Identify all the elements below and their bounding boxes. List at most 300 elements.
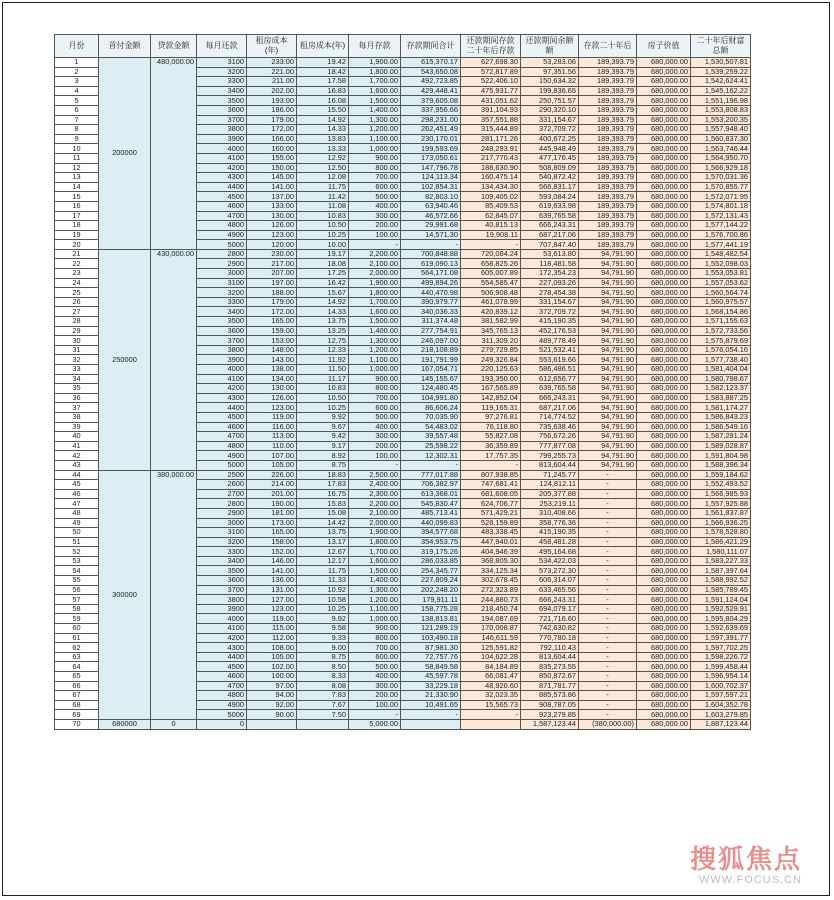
rent-year-cell: 130.00 (247, 384, 297, 394)
period-cell: 26 (55, 297, 99, 307)
rent-month-cell: 18.08 (297, 259, 349, 269)
deposit-after-cell: 66,081.47 (461, 672, 521, 682)
wealth-total-cell: 1,583,887.25 (691, 393, 751, 403)
monthly-saving-cell: 2,100.00 (349, 508, 401, 518)
deposit-after-cell: 109,405.02 (461, 192, 521, 202)
rent-year-cell: 100.00 (247, 672, 297, 682)
balance-cell: 586,486.51 (521, 365, 579, 375)
deposit-20y-cell: - (579, 470, 637, 480)
house-value-cell: 680,000.00 (637, 240, 691, 250)
wealth-total-cell: 1,539,259.22 (691, 67, 751, 77)
balance-cell: 53,613.80 (521, 249, 579, 259)
house-value-cell: 680,000.00 (637, 691, 691, 701)
deposit-after-cell: 391,104.93 (461, 105, 521, 115)
monthly-payment-cell: 4300 (197, 173, 247, 183)
rent-month-cell: 9.00 (297, 643, 349, 653)
saving-total-cell: 124,480.45 (401, 384, 461, 394)
saving-total-cell: 619,090.13 (401, 259, 461, 269)
wealth-total-cell: 1,587,397.64 (691, 566, 751, 576)
balance-cell: 923,279.85 (521, 710, 579, 720)
wealth-total-cell: 1,548,482.54 (691, 249, 751, 259)
balance-cell: 619,633.98 (521, 201, 579, 211)
watermark (690, 839, 802, 886)
monthly-saving-cell: 800.00 (349, 384, 401, 394)
balance-cell: 687,217.06 (521, 230, 579, 240)
rent-year-cell: 141.00 (247, 182, 297, 192)
deposit-20y-cell: 94,791.90 (579, 326, 637, 336)
balance-cell: 250,751.57 (521, 96, 579, 106)
monthly-payment-cell: 2600 (197, 480, 247, 490)
house-value-cell: 680,000.00 (637, 115, 691, 125)
period-cell: 12 (55, 163, 99, 173)
deposit-20y-cell: - (579, 633, 637, 643)
rent-month-cell: 12.33 (297, 345, 349, 355)
monthly-saving-cell: 2,500.00 (349, 470, 401, 480)
rent-year-cell: 92.00 (247, 700, 297, 710)
monthly-payment-cell: 4600 (197, 201, 247, 211)
spreadsheet-table (54, 34, 751, 730)
saving-total-cell: 277,754.91 (401, 326, 461, 336)
period-cell: 15 (55, 192, 99, 202)
saving-total-cell: 124,113.34 (401, 173, 461, 183)
rent-year-cell: 123.00 (247, 230, 297, 240)
down-payment-cell: 680000 (99, 719, 151, 729)
deposit-20y-cell: 189,393.79 (579, 125, 637, 135)
table-row-last (55, 719, 751, 729)
rent-month-cell: 16.08 (297, 96, 349, 106)
rent-year-cell: 133.00 (247, 201, 297, 211)
monthly-payment-cell: 4500 (197, 192, 247, 202)
saving-total-cell: 492,723.85 (401, 77, 461, 87)
period-cell: 2 (55, 67, 99, 77)
deposit-after-cell: 160,475.14 (461, 173, 521, 183)
wealth-total-cell: 1,581,174.27 (691, 403, 751, 413)
monthly-saving-cell: 2,000.00 (349, 269, 401, 279)
monthly-saving-cell: 1,500.00 (349, 317, 401, 327)
monthly-payment-cell: 3200 (197, 288, 247, 298)
wealth-total-cell: 1,887,123.44 (691, 719, 751, 729)
monthly-saving-cell: 900.00 (349, 624, 401, 634)
monthly-payment-cell: 4600 (197, 672, 247, 682)
monthly-saving-cell: 2,300.00 (349, 489, 401, 499)
monthly-payment-cell: 4400 (197, 652, 247, 662)
rent-year-cell: 217.00 (247, 259, 297, 269)
saving-total-cell: 298,231.00 (401, 115, 461, 125)
monthly-payment-cell: 4100 (197, 624, 247, 634)
deposit-20y-cell: 94,791.90 (579, 278, 637, 288)
monthly-payment-cell: 3100 (197, 278, 247, 288)
saving-total-cell: 354,953.75 (401, 537, 461, 547)
wealth-total-cell: 1,571,155.63 (691, 317, 751, 327)
house-value-cell: 680,000.00 (637, 249, 691, 259)
deposit-after-cell: 62,845.07 (461, 211, 521, 221)
monthly-payment-cell: 4400 (197, 182, 247, 192)
deposit-after-cell: 475,931.77 (461, 86, 521, 96)
rent-year-cell: 102.00 (247, 662, 297, 672)
deposit-after-cell: 248,293.91 (461, 144, 521, 154)
balance-cell: 521,532.41 (521, 345, 579, 355)
deposit-after-cell: 627,698.30 (461, 58, 521, 68)
wealth-total-cell: 1,576,054.16 (691, 345, 751, 355)
deposit-20y-cell: 189,393.79 (579, 163, 637, 173)
period-cell: 10 (55, 144, 99, 154)
rent-month-cell: 11.50 (297, 365, 349, 375)
deposit-20y-cell: 189,393.79 (579, 105, 637, 115)
period-cell: 57 (55, 595, 99, 605)
rent-month-cell: 16.83 (297, 86, 349, 96)
wealth-total-cell: 1,600,702.37 (691, 681, 751, 691)
loan-amount-cell: 430,000.00 (151, 249, 197, 470)
header-cell: 月份 (55, 35, 99, 58)
deposit-20y-cell: 94,791.90 (579, 297, 637, 307)
balance-cell: 400,672.25 (521, 134, 579, 144)
balance-cell: 331,154.67 (521, 115, 579, 125)
rent-year-cell: 155.00 (247, 153, 297, 163)
deposit-20y-cell: - (579, 537, 637, 547)
wealth-total-cell: 1,572,071.95 (691, 192, 751, 202)
house-value-cell: 680,000.00 (637, 633, 691, 643)
balance-cell: 799,255.73 (521, 451, 579, 461)
monthly-payment-cell: 3500 (197, 566, 247, 576)
house-value-cell: 680,000.00 (637, 77, 691, 87)
wealth-total-cell: 1,572,733.56 (691, 326, 751, 336)
wealth-total-cell: 1,574,801.18 (691, 201, 751, 211)
house-value-cell: 680,000.00 (637, 278, 691, 288)
monthly-saving-cell: 1,000.00 (349, 144, 401, 154)
saving-total-cell: 10,491.65 (401, 700, 461, 710)
house-value-cell: 680,000.00 (637, 365, 691, 375)
saving-total-cell: 543,650.08 (401, 67, 461, 77)
saving-total-cell: 14,571.30 (401, 230, 461, 240)
rent-year-cell: 131.00 (247, 585, 297, 595)
deposit-after-cell: 506,908.48 (461, 288, 521, 298)
saving-total-cell: 545,830.47 (401, 499, 461, 509)
saving-total-cell: 104,991.80 (401, 393, 461, 403)
saving-total-cell: 54,483.02 (401, 422, 461, 432)
period-cell: 29 (55, 326, 99, 336)
balance-cell: 687,217.06 (521, 403, 579, 413)
house-value-cell: 680,000.00 (637, 528, 691, 538)
rent-year-cell: 186.00 (247, 105, 297, 115)
monthly-payment-cell: 4100 (197, 374, 247, 384)
deposit-20y-cell: 189,393.79 (579, 58, 637, 68)
monthly-payment-cell: 3700 (197, 585, 247, 595)
deposit-after-cell: 104,622.28 (461, 652, 521, 662)
balance-cell: 358,776.36 (521, 518, 579, 528)
house-value-cell: 680,000.00 (637, 105, 691, 115)
house-value-cell: 680,000.00 (637, 230, 691, 240)
rent-year-cell: 197.00 (247, 278, 297, 288)
saving-total-cell: 173,050.61 (401, 153, 461, 163)
saving-total-cell: 440,099.83 (401, 518, 461, 528)
monthly-saving-cell: 1,000.00 (349, 365, 401, 375)
deposit-20y-cell: 94,791.90 (579, 412, 637, 422)
monthly-payment-cell: 3300 (197, 297, 247, 307)
deposit-after-cell: 368,805.30 (461, 556, 521, 566)
deposit-20y-cell: 94,791.90 (579, 374, 637, 384)
rent-year-cell: 166.00 (247, 134, 297, 144)
saving-total-cell: 218,108.89 (401, 345, 461, 355)
monthly-saving-cell: 900.00 (349, 153, 401, 163)
period-cell: 35 (55, 384, 99, 394)
rent-year-cell: 141.00 (247, 566, 297, 576)
period-cell: 66 (55, 681, 99, 691)
wealth-total-cell: 1,581,404.04 (691, 365, 751, 375)
header-cell: 贷款金额 (151, 35, 197, 58)
monthly-payment-cell: 3900 (197, 355, 247, 365)
deposit-after-cell: 84,184.89 (461, 662, 521, 672)
rent-year-cell: 123.00 (247, 403, 297, 413)
rent-year-cell (247, 719, 297, 729)
rent-year-cell: 207.00 (247, 269, 297, 279)
saving-total-cell: 379,605.08 (401, 96, 461, 106)
period-cell: 62 (55, 643, 99, 653)
period-cell: 38 (55, 412, 99, 422)
wealth-total-cell: 1,599,458.44 (691, 662, 751, 672)
balance-cell: 694,079.17 (521, 604, 579, 614)
rent-month-cell: 12.75 (297, 336, 349, 346)
balance-cell: 792,110.43 (521, 643, 579, 653)
deposit-after-cell: 97,276.81 (461, 412, 521, 422)
loan-amount-cell: 380,000.00 (151, 470, 197, 719)
monthly-saving-cell: 700.00 (349, 643, 401, 653)
house-value-cell: 680,000.00 (637, 269, 691, 279)
table-row (55, 470, 751, 480)
rent-month-cell: 12.92 (297, 153, 349, 163)
balance-cell: 871,781.77 (521, 681, 579, 691)
period-cell: 19 (55, 230, 99, 240)
saving-total-cell: 21,330.90 (401, 691, 461, 701)
monthly-saving-cell: 500.00 (349, 192, 401, 202)
deposit-20y-cell: - (579, 691, 637, 701)
deposit-after-cell: 220,125.63 (461, 365, 521, 375)
balance-cell: 606,314.07 (521, 576, 579, 586)
deposit-20y-cell: 189,393.79 (579, 173, 637, 183)
wealth-total-cell: 1,592,529.91 (691, 604, 751, 614)
rent-year-cell: 127.00 (247, 595, 297, 605)
wealth-total-cell: 1,545,162.22 (691, 86, 751, 96)
monthly-payment-cell: 2800 (197, 249, 247, 259)
rent-month-cell: 18.83 (297, 470, 349, 480)
monthly-saving-cell: 700.00 (349, 393, 401, 403)
table-row (55, 249, 751, 259)
rent-year-cell: 226.00 (247, 470, 297, 480)
house-value-cell: 680,000.00 (637, 441, 691, 451)
rent-year-cell: 165.00 (247, 317, 297, 327)
rent-year-cell: 188.00 (247, 288, 297, 298)
saving-total-cell: 227,809.24 (401, 576, 461, 586)
period-cell: 23 (55, 269, 99, 279)
deposit-20y-cell: 189,393.79 (579, 182, 637, 192)
deposit-after-cell: 249,326.84 (461, 355, 521, 365)
period-cell: 68 (55, 700, 99, 710)
deposit-20y-cell: - (579, 624, 637, 634)
wealth-total-cell: 1,597,702.25 (691, 643, 751, 653)
rent-year-cell: 123.00 (247, 604, 297, 614)
deposit-20y-cell: - (579, 556, 637, 566)
saving-total-cell (401, 719, 461, 729)
deposit-after-cell: 345,765.13 (461, 326, 521, 336)
house-value-cell: 680,000.00 (637, 96, 691, 106)
house-value-cell: 680,000.00 (637, 480, 691, 490)
loan-amount-cell: 480,000.00 (151, 58, 197, 250)
house-value-cell: 680,000.00 (637, 412, 691, 422)
monthly-payment-cell: 3800 (197, 125, 247, 135)
house-value-cell: 680,000.00 (637, 317, 691, 327)
rent-month-cell: 13.75 (297, 317, 349, 327)
balance-cell: 290,320.10 (521, 105, 579, 115)
house-value-cell: 680,000.00 (637, 652, 691, 662)
balance-cell: 666,243.31 (521, 393, 579, 403)
house-value-cell: 680,000.00 (637, 422, 691, 432)
saving-total-cell: 230,170.01 (401, 134, 461, 144)
monthly-payment-cell: 3200 (197, 537, 247, 547)
period-cell: 22 (55, 259, 99, 269)
monthly-payment-cell: 2900 (197, 259, 247, 269)
header-cell: 还款期间余额 额 (521, 35, 579, 58)
saving-total-cell: 777,017.88 (401, 470, 461, 480)
balance-cell: 205,377.88 (521, 489, 579, 499)
monthly-payment-cell: 2900 (197, 508, 247, 518)
deposit-after-cell: 194,087.69 (461, 614, 521, 624)
house-value-cell: 680,000.00 (637, 345, 691, 355)
balance-cell: 666,243.31 (521, 595, 579, 605)
monthly-payment-cell: 4900 (197, 700, 247, 710)
rent-year-cell: 158.00 (247, 537, 297, 547)
monthly-saving-cell: 2,100.00 (349, 259, 401, 269)
deposit-20y-cell: 189,393.79 (579, 240, 637, 250)
house-value-cell: 680,000.00 (637, 662, 691, 672)
saving-total-cell: 25,598.22 (401, 441, 461, 451)
deposit-after-cell: 461,078.99 (461, 297, 521, 307)
deposit-20y-cell: 189,393.79 (579, 211, 637, 221)
period-cell: 37 (55, 403, 99, 413)
rent-year-cell: 179.00 (247, 115, 297, 125)
balance-cell: 172,354.23 (521, 269, 579, 279)
monthly-payment-cell: 4500 (197, 412, 247, 422)
saving-total-cell: 12,302.31 (401, 451, 461, 461)
house-value-cell: 680,000.00 (637, 173, 691, 183)
period-cell: 50 (55, 528, 99, 538)
deposit-after-cell: 624,706.77 (461, 499, 521, 509)
rent-month-cell: 12.50 (297, 163, 349, 173)
rent-month-cell: 17.83 (297, 480, 349, 490)
rent-year-cell: 107.00 (247, 451, 297, 461)
balance-cell: 331,154.67 (521, 297, 579, 307)
deposit-after-cell: 571,429.21 (461, 508, 521, 518)
rent-month-cell: 13.25 (297, 326, 349, 336)
rent-year-cell: 130.00 (247, 211, 297, 221)
wealth-total-cell: 1,597,391.77 (691, 633, 751, 643)
balance-cell: 777,877.08 (521, 441, 579, 451)
monthly-saving-cell: 400.00 (349, 422, 401, 432)
balance-cell: 97,351.56 (521, 67, 579, 77)
wealth-total-cell: 1,570,031.36 (691, 173, 751, 183)
period-cell: 4 (55, 86, 99, 96)
rent-month-cell: 10.83 (297, 384, 349, 394)
monthly-saving-cell: 2,200.00 (349, 499, 401, 509)
wealth-total-cell: 1,566,936.25 (691, 518, 751, 528)
house-value-cell: 680,000.00 (637, 58, 691, 68)
balance-cell: 458,481.28 (521, 537, 579, 547)
rent-year-cell: 152.00 (247, 547, 297, 557)
rent-year-cell: 119.00 (247, 614, 297, 624)
wealth-total-cell: 1,557,053.62 (691, 278, 751, 288)
saving-total-cell: 167,054.71 (401, 365, 461, 375)
house-value-cell: 680,000.00 (637, 710, 691, 720)
period-cell: 7 (55, 115, 99, 125)
monthly-saving-cell: 400.00 (349, 201, 401, 211)
deposit-after-cell: 217,770.43 (461, 153, 521, 163)
house-value-cell: 680,000.00 (637, 297, 691, 307)
balance-cell: 150,634.32 (521, 77, 579, 87)
rent-month-cell: 10.25 (297, 604, 349, 614)
deposit-after-cell: 167,565.89 (461, 384, 521, 394)
monthly-payment-cell: 4100 (197, 153, 247, 163)
deposit-after-cell: 658,825.26 (461, 259, 521, 269)
period-cell: 36 (55, 393, 99, 403)
monthly-saving-cell: 2,400.00 (349, 480, 401, 490)
rent-month-cell: 14.33 (297, 307, 349, 317)
house-value-cell: 680,000.00 (637, 681, 691, 691)
rent-month-cell: 10.00 (297, 240, 349, 250)
rent-month-cell: 8.33 (297, 672, 349, 682)
saving-total-cell: 485,713.41 (401, 508, 461, 518)
house-value-cell: 680,000.00 (637, 643, 691, 653)
monthly-saving-cell: 1,400.00 (349, 326, 401, 336)
saving-total-cell: 319,175.26 (401, 547, 461, 557)
deposit-after-cell: 188,630.90 (461, 163, 521, 173)
house-value-cell: 680,000.00 (637, 624, 691, 634)
deposit-20y-cell: - (579, 576, 637, 586)
balance-cell: 721,716.60 (521, 614, 579, 624)
deposit-after-cell: 279,729.85 (461, 345, 521, 355)
rent-month-cell: 11.33 (297, 576, 349, 586)
deposit-20y-cell: 94,791.90 (579, 269, 637, 279)
wealth-total-cell: 1,566,929.18 (691, 163, 751, 173)
house-value-cell: 680,000.00 (637, 125, 691, 135)
rent-year-cell: 113.00 (247, 432, 297, 442)
deposit-20y-cell: 189,393.79 (579, 115, 637, 125)
rent-year-cell: 230.00 (247, 249, 297, 259)
wealth-total-cell: 1,551,196.98 (691, 96, 751, 106)
table-row (55, 58, 751, 68)
rent-year-cell: 148.00 (247, 345, 297, 355)
balance-cell: 850,872.67 (521, 672, 579, 682)
period-cell: 53 (55, 556, 99, 566)
saving-total-cell: 337,956.66 (401, 105, 461, 115)
period-cell: 52 (55, 547, 99, 557)
monthly-payment-cell: 3500 (197, 317, 247, 327)
rent-year-cell: 150.00 (247, 163, 297, 173)
monthly-saving-cell: 600.00 (349, 403, 401, 413)
balance-cell: 573,272.30 (521, 566, 579, 576)
rent-month-cell: 12.08 (297, 173, 349, 183)
deposit-20y-cell: 189,393.79 (579, 221, 637, 231)
rent-year-cell: 179.00 (247, 297, 297, 307)
wealth-total-cell: 1,592,639.69 (691, 624, 751, 634)
period-cell: 39 (55, 422, 99, 432)
saving-total-cell: 121,289.19 (401, 624, 461, 634)
period-cell: 51 (55, 537, 99, 547)
deposit-20y-cell: - (579, 614, 637, 624)
period-cell: 34 (55, 374, 99, 384)
monthly-saving-cell: 1,600.00 (349, 556, 401, 566)
rent-year-cell: 181.00 (247, 508, 297, 518)
deposit-after-cell: 357,551.88 (461, 115, 521, 125)
deposit-20y-cell: - (579, 518, 637, 528)
wealth-total-cell: 1,564,950.70 (691, 153, 751, 163)
